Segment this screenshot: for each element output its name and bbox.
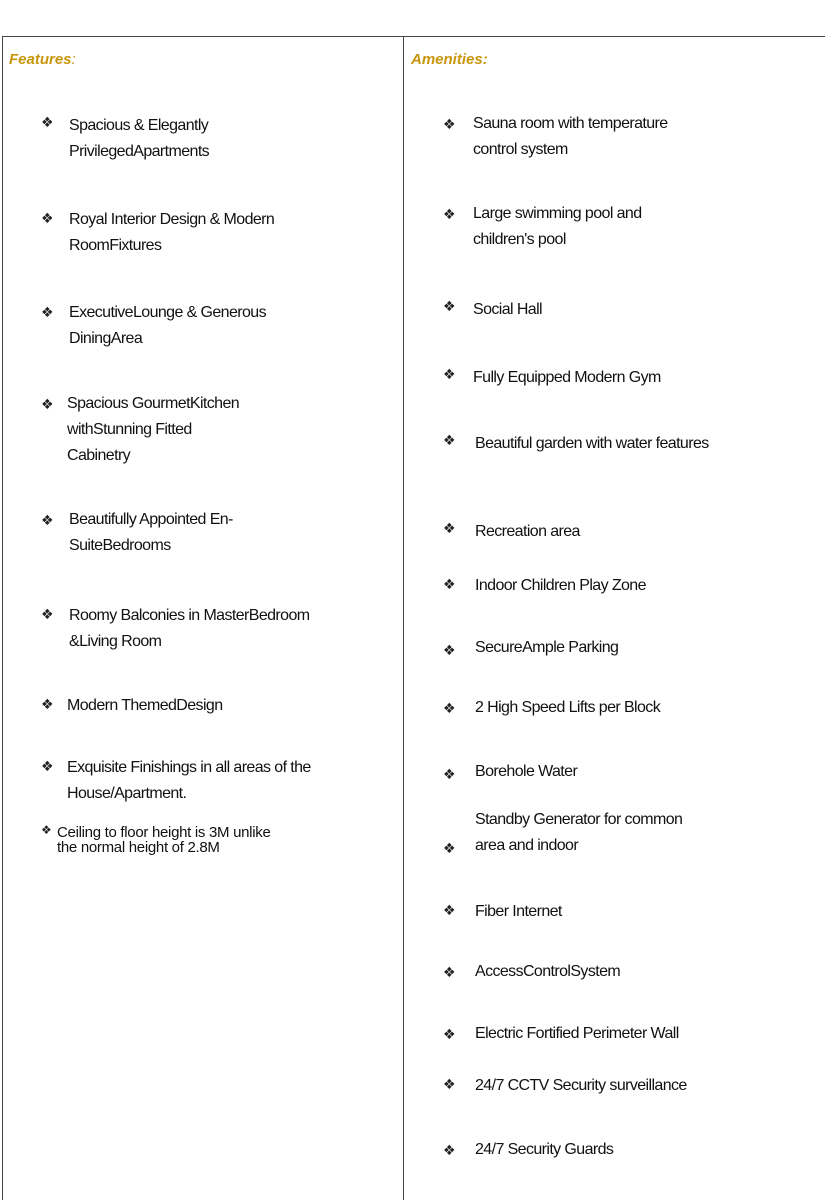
- diamond-bullet-icon: ❖: [443, 840, 456, 856]
- column-divider: [403, 37, 404, 1200]
- amenity-item: AccessControlSystem: [475, 963, 621, 980]
- diamond-bullet-icon: ❖: [41, 304, 54, 320]
- amenity-item: SecureAmple Parking: [475, 639, 619, 656]
- diamond-bullet-icon: ❖: [443, 1076, 456, 1092]
- amenity-item: Recreation area: [475, 523, 580, 540]
- amenity-item: Beautiful garden with water features: [475, 435, 709, 452]
- amenity-item: Fiber Internet: [475, 903, 562, 920]
- diamond-bullet-icon: ❖: [41, 114, 54, 130]
- diamond-bullet-icon: ❖: [41, 512, 54, 528]
- diamond-bullet-icon: ❖: [443, 766, 456, 782]
- diamond-bullet-icon: ❖: [41, 396, 54, 412]
- amenity-item: Social Hall: [473, 301, 542, 318]
- diamond-bullet-icon: ❖: [443, 642, 456, 658]
- features-amenities-table: [2, 36, 825, 1200]
- amenity-item: 24/7 Security Guards: [475, 1141, 614, 1158]
- feature-item: ExecutiveLounge & Generous DiningArea: [69, 304, 266, 347]
- feature-item: Exquisite Finishings in all areas of the House/Apartment.: [67, 759, 311, 802]
- amenity-item: Fully Equipped Modern Gym: [473, 369, 661, 386]
- feature-item: Beautifully Appointed En- SuiteBedrooms: [69, 511, 233, 554]
- feature-item: Royal Interior Design & Modern RoomFixtures: [69, 211, 275, 254]
- diamond-bullet-icon: ❖: [41, 758, 54, 774]
- diamond-bullet-icon: ❖: [443, 700, 456, 716]
- diamond-bullet-icon: ❖: [443, 366, 456, 382]
- features-heading: Features:: [9, 51, 76, 68]
- feature-item: Ceiling to floor height is 3M unlike the normal height of 2.8M: [57, 824, 271, 856]
- amenity-item: Electric Fortified Perimeter Wall: [475, 1025, 679, 1042]
- diamond-bullet-icon: ❖: [41, 210, 54, 226]
- diamond-bullet-icon: ❖: [443, 206, 456, 222]
- amenity-item: Indoor Children Play Zone: [475, 577, 646, 594]
- amenity-item: Borehole Water: [475, 763, 578, 780]
- diamond-bullet-icon: ❖: [443, 298, 456, 314]
- diamond-bullet-icon: ❖: [41, 606, 54, 622]
- amenity-item: Sauna room with temperature control system: [473, 115, 668, 158]
- feature-item: Roomy Balconies in MasterBedroom &Living Room: [69, 607, 310, 650]
- feature-item: Modern ThemedDesign: [67, 697, 223, 714]
- amenity-item: Large swimming pool and children's pool: [473, 205, 642, 248]
- diamond-bullet-icon: ❖: [443, 1026, 456, 1042]
- diamond-bullet-icon: ❖: [443, 964, 456, 980]
- diamond-bullet-icon: ❖: [443, 520, 456, 536]
- diamond-bullet-icon: ❖: [41, 823, 52, 837]
- diamond-bullet-icon: ❖: [443, 576, 456, 592]
- diamond-bullet-icon: ❖: [443, 1142, 456, 1158]
- diamond-bullet-icon: ❖: [41, 696, 54, 712]
- amenities-heading: Amenities:: [411, 51, 488, 68]
- diamond-bullet-icon: ❖: [443, 116, 456, 132]
- feature-item: Spacious GourmetKitchen withStunning Fitted Cabinetry: [67, 395, 240, 464]
- diamond-bullet-icon: ❖: [443, 902, 456, 918]
- amenity-item: 2 High Speed Lifts per Block: [475, 699, 661, 716]
- amenity-item: 24/7 CCTV Security surveillance: [475, 1077, 687, 1094]
- amenity-item: Standby Generator for common area and indoor: [475, 811, 683, 854]
- feature-item: Spacious & Elegantly PrivilegedApartments: [69, 117, 210, 160]
- diamond-bullet-icon: ❖: [443, 432, 456, 448]
